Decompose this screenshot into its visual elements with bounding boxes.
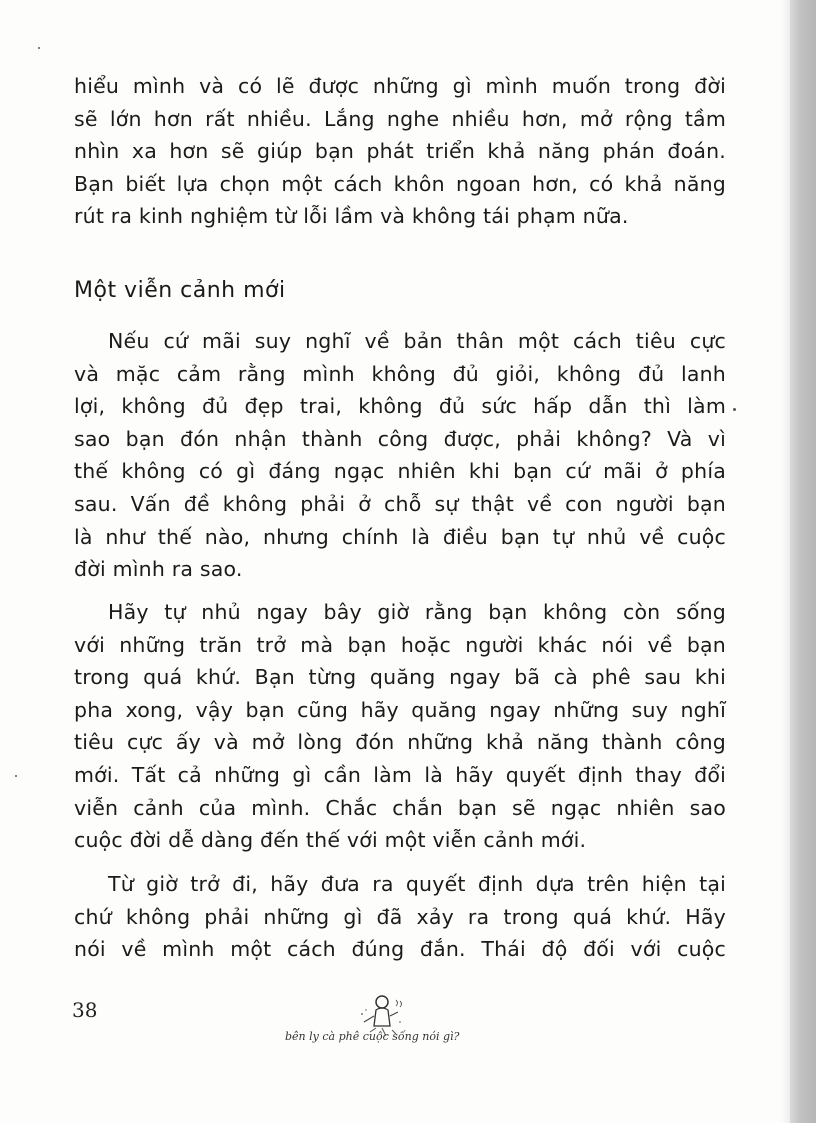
- text-line: rút ra kinh nghiệm từ lỗi lầm và không tái phạm nữa.: [74, 204, 629, 229]
- text-line: nói về mình một cách đúng đắn. Thái độ đối với cuộc: [74, 937, 726, 962]
- text-line: lợi, không đủ đẹp trai, không đủ sức hấp dẫn thì làm: [74, 394, 726, 419]
- text-line: Nếu cứ mãi suy nghĩ về bản thân một cách tiêu cực: [108, 329, 726, 353]
- footer-book-title: bên ly cà phê cuộc sống nói gì?: [285, 1030, 460, 1043]
- text-line: cuộc đời dễ dàng đến thế với một viễn cảnh mới.: [74, 828, 587, 853]
- page-number: 38: [72, 998, 98, 1022]
- text-line: nhìn xa hơn sẽ giúp bạn phát triển khả năng phán đoán.: [74, 139, 726, 164]
- spine-shadow: [780, 0, 790, 1123]
- text-line: tiêu cực ấy và mở lòng đón những khả năng thành công: [74, 730, 726, 755]
- text-line: Bạn biết lựa chọn một cách khôn ngoan hơn, có khả năng: [74, 171, 726, 196]
- text-line: thế không có gì đáng ngạc nhiên khi bạn cứ mãi ở phía: [74, 459, 726, 484]
- scan-speck: [38, 47, 40, 49]
- paragraph-3: [74, 596, 726, 857]
- paragraph-2: [74, 325, 726, 586]
- text-line: pha xong, vậy bạn cũng hãy quăng ngay những suy nghĩ: [74, 697, 726, 722]
- text-line: mới. Tất cả những gì cần làm là hãy quyết định thay đổi: [74, 762, 726, 787]
- text-line: Hãy tự nhủ ngay bây giờ rằng bạn không còn sống: [108, 600, 726, 624]
- text-line: hiểu mình và có lẽ được những gì mình muốn trong đời: [74, 74, 726, 98]
- text-line: sao bạn đón nhận thành công được, phải không? Và vì: [74, 426, 726, 451]
- text-line: với những trăn trở mà bạn hoặc người khác nói về bạn: [74, 632, 726, 657]
- text-line: viễn cảnh của mình. Chắc chắn bạn sẽ ngạc nhiên sao: [74, 795, 726, 820]
- text-line: sẽ lớn hơn rất nhiều. Lắng nghe nhiều hơn, mở rộng tầm: [74, 106, 726, 131]
- text-line: chứ không phải những gì đã xảy ra trong quá khứ. Hãy: [74, 904, 726, 929]
- text-line: và mặc cảm rằng mình không đủ giỏi, không đủ lanh: [74, 361, 726, 386]
- paragraph-4: [74, 868, 726, 966]
- text-line: trong quá khứ. Bạn từng quăng ngay bã cà phê sau khi: [74, 665, 726, 690]
- paragraph-1: [74, 70, 726, 233]
- scan-speck: [15, 775, 17, 777]
- section-heading: Một viễn cảnh mới: [74, 278, 286, 303]
- book-spine: [790, 0, 816, 1123]
- text-line: Từ giờ trở đi, hãy đưa ra quyết định dựa trên hiện tại: [108, 872, 726, 896]
- scan-speck: [733, 408, 736, 411]
- text-line: đời mình ra sao.: [74, 557, 243, 582]
- text-line: là như thế nào, nhưng chính là điều bạn tự nhủ về cuộc: [74, 524, 726, 549]
- text-line: sau. Vấn đề không phải ở chỗ sự thật về con người bạn: [74, 491, 726, 516]
